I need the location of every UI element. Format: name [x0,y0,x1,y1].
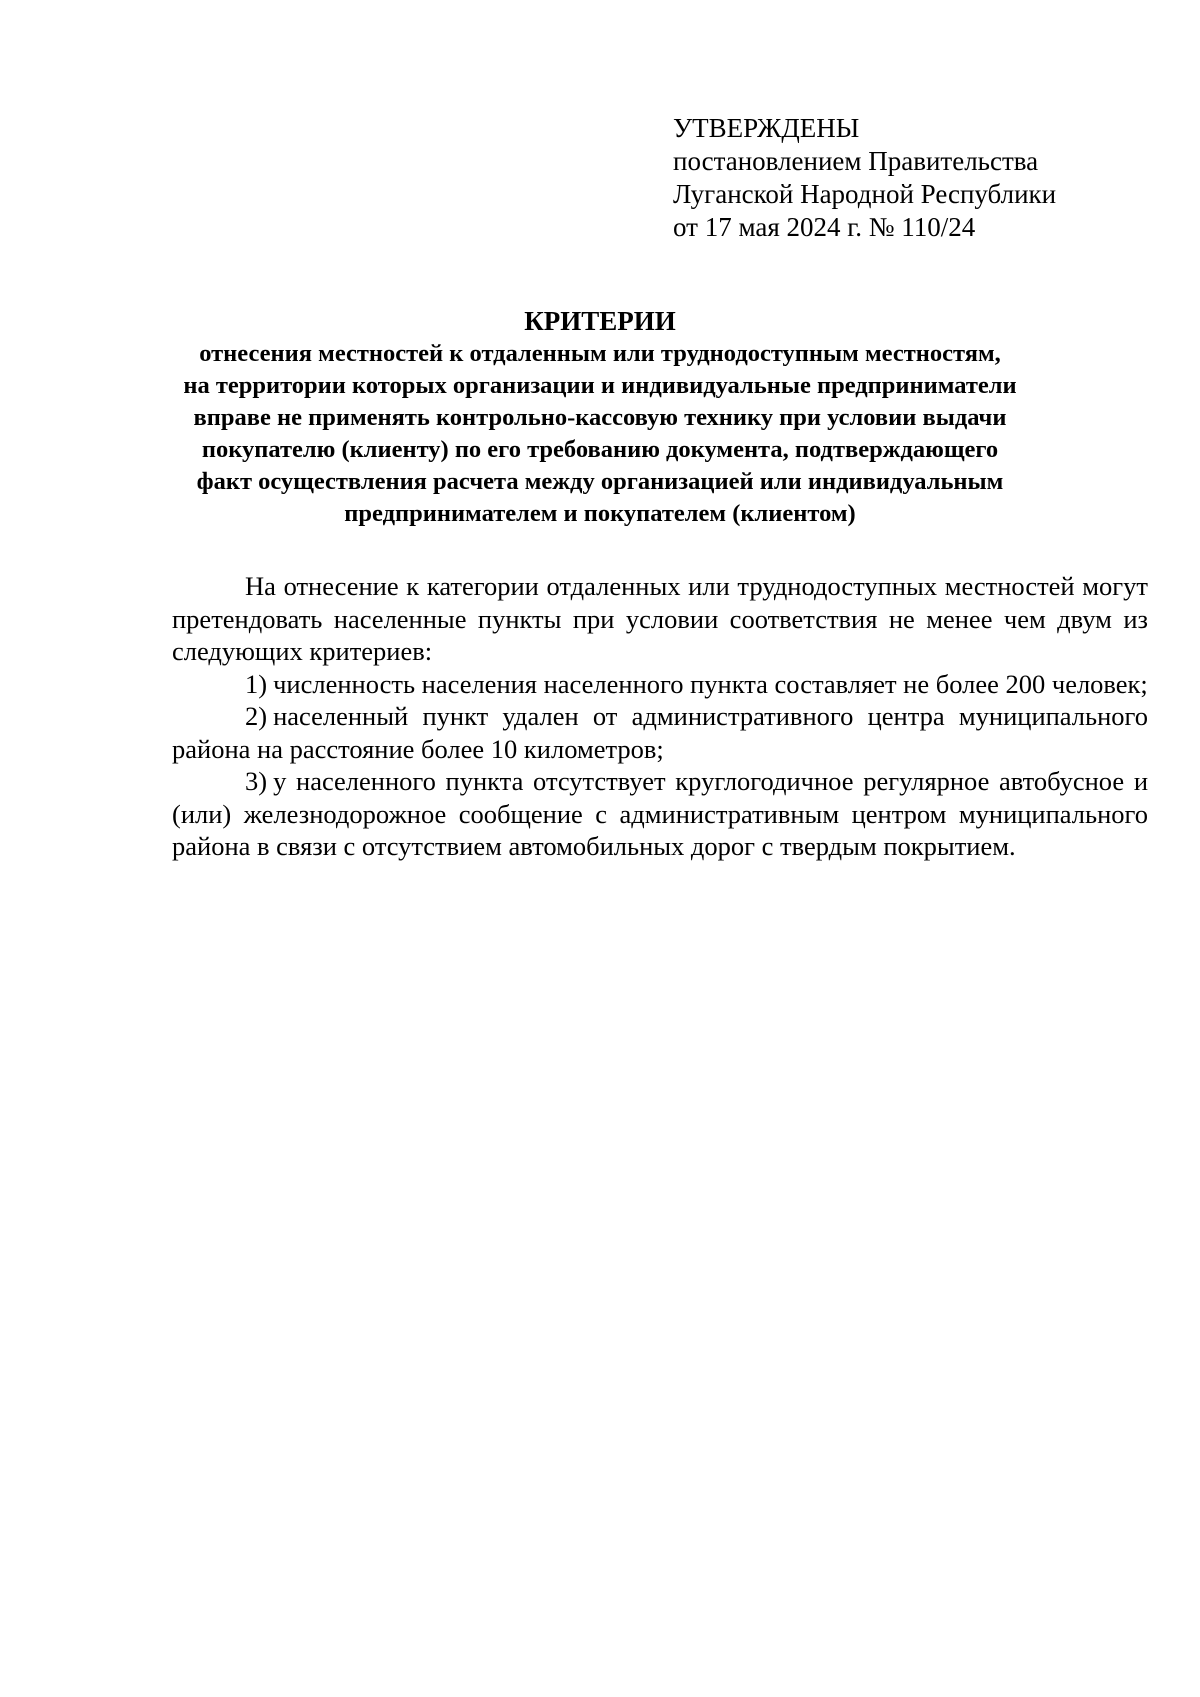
document-body [172,570,1148,863]
approval-heading: УТВЕРЖДЕНЫ [673,113,860,143]
criterion-text: численность населения населенного пункта составляет не более 200 человек; [273,668,1148,699]
document-title: КРИТЕРИИ [524,306,676,336]
subtitle-line-4: покупателю (клиенту) по его требованию документа, подтверждающего [201,436,999,463]
criterion-item-2 [172,700,1148,765]
criterion-text: у населенного пункта отсутствует круглогодичное регулярное автобусное и (или) железнодорожное сообщение с административным центром муниципального района в связи с отсутствием автомобильных дорог с твердым покрытием. [172,766,1148,861]
intro-paragraph: На отнесение к категории отдаленных или труднодоступных местностей могут претендовать населенные пункты при условии соответствия не менее чем двум из следующих критериев: [172,571,1148,666]
approval-line-1: постановлением Правительства [673,146,1039,176]
approval-line-2: Луганской Народной Республики [673,179,1057,209]
criterion-text: населенный пункт удален от административного центра муниципального района на расстояние более 10 километров; [172,701,1148,764]
criterion-number: 3) [245,766,268,796]
document-subtitle [150,338,1050,530]
criterion-item-1 [172,668,1148,701]
subtitle-line-3: вправе не применять контрольно-кассовую технику при условии выдачи [193,404,1007,431]
criterion-item-3 [172,765,1148,863]
document-title-block [150,305,1050,530]
approval-date-number: от 17 мая 2024 г. № 110/24 [673,212,976,242]
subtitle-line-5: факт осуществления расчета между организацией или индивидуальным [196,468,1004,495]
criterion-number: 2) [245,701,268,731]
subtitle-line-6: предпринимателем и покупателем (клиентом) [344,500,856,527]
approval-stamp [673,112,1153,244]
subtitle-line-1: отнесения местностей к отдаленным или труднодоступным местностям, [199,340,1001,367]
criterion-number: 1) [245,668,268,699]
subtitle-line-2: на территории которых организации и индивидуальные предприниматели [183,372,1017,399]
